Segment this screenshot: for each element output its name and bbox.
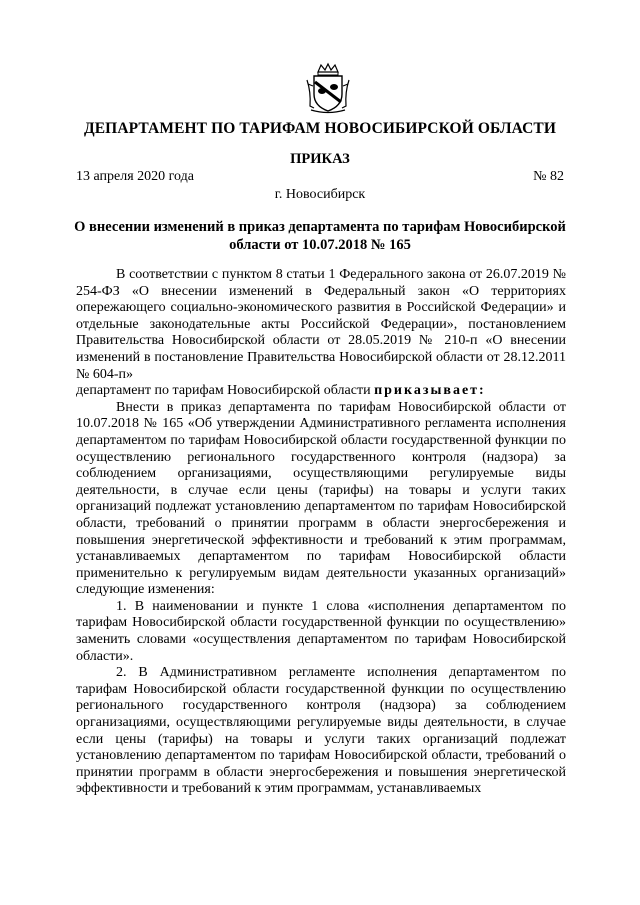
- orders-line: [76, 383, 566, 400]
- document-type: ПРИКАЗ: [290, 151, 350, 167]
- department-title: ДЕПАРТАМЕНТ ПО ТАРИФАМ НОВОСИБИРСКОЙ ОБЛАСТИ: [83, 120, 557, 137]
- document-body: [76, 267, 566, 798]
- preamble-paragraph: В соответствии с пунктом 8 статьи 1 Федерального закона от 26.07.2019 № 254-ФЗ «О внесении изменений в Федеральный закон «О территориях опережающего социально-экономического развития в Российской Федерации» и отдельные законодательные акты Российской Федерации», постановлением Правительства Новосибирской области от 28.05.2019 № 210-п «О внесении изменений в постановление Правительства Новосибирской области от 28.12.2011 № 604-п»: [76, 267, 566, 382]
- orders-word: приказывает:: [374, 383, 486, 399]
- novosibirsk-coat-of-arms-icon: [305, 62, 351, 114]
- order-date: 13 апреля 2020 года: [76, 169, 194, 184]
- orders-prefix: департамент по тарифам Новосибирской области: [76, 383, 375, 399]
- amendment-item-1: 1. В наименовании и пункте 1 слова «исполнения департаментом по тарифам Новосибирской области государственной функции по осуществлению» заменить словами «осуществления департаментом по тарифам Новосибирской области».: [76, 598, 566, 664]
- order-subject: О внесении изменений в приказ департамента по тарифам Новосибирской области от 10.07.2018 № 165: [74, 219, 566, 253]
- main-paragraph: Внести в приказ департамента по тарифам Новосибирской области от 10.07.2018 № 165 «Об утверждении Административного регламента исполнения департаментом по тарифам Новосибирской области государственной функции по осуществлению регионального государственного контроля (надзора) за соблюдением организациями, осуществляющими регулируемые виды деятельности, в случае если цены (тарифы) на товары и услуги таких организаций подлежат установлению департаментом по тарифам Новосибирской области, требований о принятии программ в области энергосбережения и повышения энергетической эффективности и требований к этим программам, устанавливаемых департаментом по тарифам Новосибирской области применительно к регулируемым видам деятельности указанных организаций» следующие изменения:: [76, 399, 566, 598]
- order-number: № 82: [533, 169, 564, 184]
- order-city: г. Новосибирск: [274, 187, 366, 202]
- amendment-item-2: 2. В Административном регламенте исполнения департаментом по тарифам Новосибирской области государственной функции по осуществлению регионального государственного контроля (надзора) за соблюдением организациями, осуществляющими регулируемые виды деятельности, в случае если цены (тарифы) на товары и услуги таких организаций подлежат установлению департаментом по тарифам Новосибирской области, требований о принятии программ в области энергосбережения и повышения энергетической эффективности и требований к этим программам, устанавливаемых: [76, 665, 566, 797]
